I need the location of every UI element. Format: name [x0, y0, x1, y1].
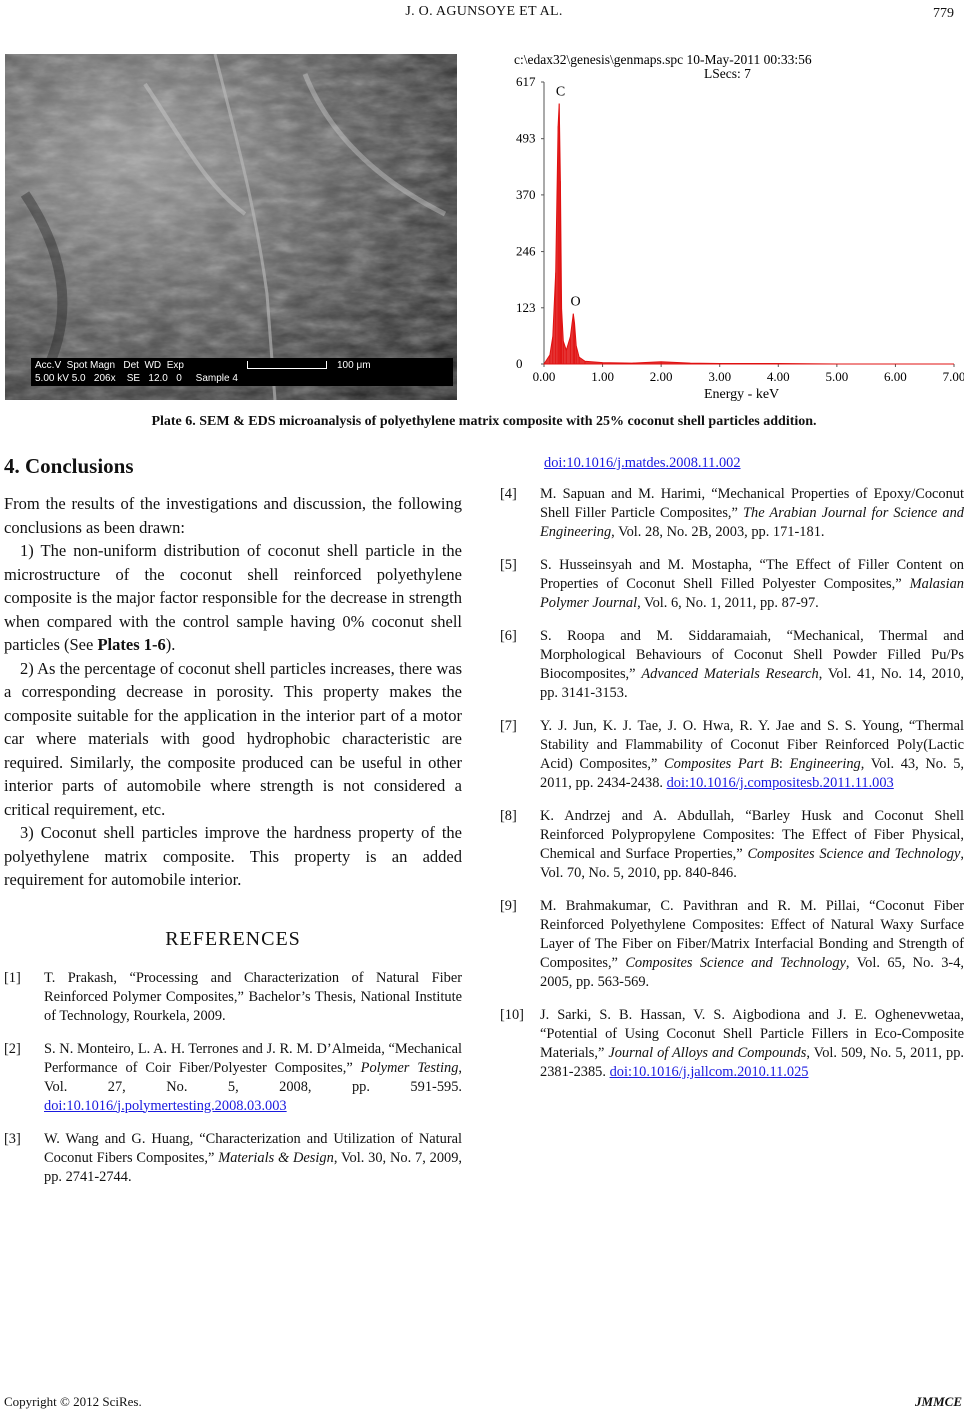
sem-scale-label: 100 μm [337, 360, 371, 371]
reference-details: , Vol. 27, No. 5, 2008, pp. 591-595. [44, 1059, 463, 1095]
conclusion-paragraph-2: 2) As the percentage of coconut shell particles increases, there was a corresponding decrease in porosity. This property makes the composite suitable for the application in the interior part of a motor car where materials with good hydrophobic characteristic are required. Similarly, the composite produced can be useful in other interior parts of automobile where strength is not considered a critical requirement, etc. [4, 658, 462, 819]
eds-lsecs: LSecs: 7 [704, 66, 751, 81]
reference-1 [4, 969, 462, 1026]
reference-number: [1] [4, 969, 21, 986]
reference-details: , Vol. 30, No. 7, 2009, pp. 2741-2744. [44, 1149, 463, 1185]
x-tick-label: 1.00 [591, 369, 614, 384]
reference-7 [500, 717, 964, 793]
reference-5 [500, 556, 964, 613]
reference-6 [500, 627, 964, 703]
reference-authors-title: S. Roopa and M. Siddaramaiah, “Mechanical, Thermal and Morphological Behaviours of Coconut Shell Powder Filled Pu/Ps Biocomposites,” [540, 628, 964, 682]
reference-authors-title: K. Andrzej and A. Abdullah, “Barley Husk and Coconut Shell Reinforced Polypropylene Composites: The Effect of Fiber Physical, Chemical and Surface Properties,” [540, 808, 964, 862]
reference-details: , Vol. 43, No. 5, 2011, pp. 2434-2438. [540, 756, 964, 791]
reference-details: , Vol. 41, No. 14, 2010, pp. 3141-3153. [540, 666, 964, 701]
reference-authors-title: M. Brahmakumar, C. Pavithran and R. M. Pillai, “Coconut Fiber Reinforced Polyethylene Composites: Effect of Natural Waxy Surface Layer of The Fiber on Fiber/Matrix Interfacial Bonding and Strength of Composites,” [540, 898, 964, 971]
reference-journal: Composites Science and Technology [747, 846, 961, 862]
reference-journal: Advanced Materials Research [641, 666, 819, 682]
conclusion-1-text: 1) The non-uniform distribution of coconut shell particle in the microstructure of the coconut shell reinforced polyethylene composite is the major factor responsible for the decrease in strength when compared with the control sample having 0% coconut shell particles (See [4, 541, 462, 654]
reference-8 [500, 807, 964, 883]
y-tick-label: 617 [516, 74, 536, 89]
peak-label: C [555, 84, 566, 100]
reference-number: [2] [4, 1040, 21, 1057]
reference-authors-title: J. Sarki, S. B. Hassan, V. S. Aigbodiona and J. E. Oghenevwetaa, “Potential of Using Coconut Shell Particle Fillers in Eco-Composite Materials,” [540, 1007, 964, 1061]
conclusion-paragraph-1 [4, 539, 462, 657]
reference-text: T. Prakash, “Processing and Characterization of Natural Fiber Reinforced Polymer Composites,” Bachelor’s Thesis, National Institute of Technology, Rourkela, 2009. [44, 969, 462, 1024]
x-tick-label: 3.00 [708, 369, 732, 384]
reference-details: , Vol. 70, No. 5, 2010, pp. 840-846. [540, 846, 965, 881]
reference-authors-title: S. Husseinsyah and M. Mostapha, “The Effect of Filler Content on Properties of Coconut Shell Filled Polyester Composites,” [540, 557, 964, 592]
reference-details: , Vol. 6, No. 1, 2011, pp. 87-97. [637, 595, 819, 611]
x-tick-label: 0.00 [532, 369, 556, 384]
reference-9 [500, 897, 964, 992]
x-tick-label: 7.00 [942, 369, 964, 384]
reference-doi-link[interactable]: doi:10.1016/j.matdes.2008.11.002 [544, 455, 741, 471]
reference-journal: Journal of Alloys and Compounds [608, 1045, 807, 1061]
conclusions-intro: From the results of the investigations and discussion, the following conclusions as been drawn: [4, 494, 462, 537]
y-tick-label: 246 [516, 243, 536, 259]
running-header-author: J. O. AGUNSOYE ET AL. [405, 4, 563, 19]
section-heading: 4. Conclusions [4, 454, 134, 478]
reference-10 [500, 1006, 964, 1082]
eds-axes [516, 74, 964, 384]
eds-xlabel: Energy - keV [704, 387, 780, 402]
spectrum-series [544, 104, 954, 365]
reference-doi-link[interactable]: doi:10.1016/j.polymertesting.2008.03.003 [44, 1097, 287, 1114]
footer-copyright: Copyright © 2012 SciRes. [4, 1394, 142, 1409]
right-column [500, 452, 964, 1096]
eds-filename: c:\edax32\genesis\genmaps.spc 10-May-2011 00:33:56 [514, 52, 812, 67]
reference-number: [5] [500, 557, 517, 573]
reference-3 [4, 1130, 462, 1187]
y-tick-label: 123 [516, 299, 536, 315]
reference-authors-title: W. Wang and G. Huang, “Characterization and Utilization of Natural Coconut Fibers Composites,” [44, 1130, 462, 1166]
peak-label: O [570, 294, 581, 310]
reference-journal: The Arabian Journal for Science and Engineering [540, 505, 964, 540]
eds-marks [544, 84, 954, 364]
reference-details: , Vol. 509, No. 5, 2011, pp. 2381-2385. [540, 1045, 964, 1080]
eds-spectrum-chart [514, 52, 964, 404]
reference-doi-link[interactable]: doi:10.1016/j.compositesb.2011.11.003 [666, 775, 894, 791]
page-number: 779 [933, 6, 954, 21]
reference-journal-section: Engineering [789, 756, 861, 772]
sem-scale-bar [247, 361, 327, 369]
y-tick-label: 0 [516, 356, 523, 371]
sem-databar-labels: Acc.V Spot Magn Det WD Exp [35, 360, 184, 371]
reference-journal: Materials & Design [218, 1149, 334, 1166]
reference-2 [4, 1040, 462, 1116]
plates-reference: Plates 1-6 [97, 635, 166, 654]
conclusion-1-end: ). [165, 635, 176, 654]
sem-texture [5, 54, 457, 400]
reference-separator: : [778, 756, 790, 772]
reference-4 [500, 485, 964, 542]
figure-caption: Plate 6. SEM & EDS microanalysis of polyethylene matrix composite with 25% coconut shell particles addition. [151, 414, 817, 429]
reference-journal: Composites Part B [664, 756, 779, 772]
reference-journal: Composites Science and Technology [625, 955, 846, 971]
y-tick-label: 370 [516, 186, 536, 202]
sem-databar [31, 358, 453, 386]
reference-number: [8] [500, 808, 517, 824]
conclusion-paragraph-3: 3) Coconut shell particles improve the hardness property of the polyethylene matrix composite. This property is an added requirement for automobile interior. [4, 823, 462, 889]
x-tick-label: 2.00 [649, 369, 673, 384]
reference-number: [7] [500, 718, 517, 734]
y-tick-label: 493 [516, 130, 536, 146]
reference-authors-title: Y. J. Jun, K. J. Tae, J. O. Hwa, R. Y. Jae and S. S. Young, “Thermal Stability and Flammability of Coconut Fiber Reinforced Poly(Lactic Acid) Composites,” [540, 718, 964, 772]
reference-journal: Polymer Testing [360, 1059, 459, 1076]
reference-authors-title: S. N. Monteiro, L. A. H. Terrones and J. R. M. D’Almeida, “Mechanical Performance of Coir Fiber/Polyester Composites,” [44, 1040, 462, 1076]
reference-number: [10] [500, 1007, 524, 1023]
reference-3-doi-continuation [500, 454, 964, 473]
references-heading: REFERENCES [165, 927, 301, 950]
reference-number: [3] [4, 1130, 21, 1147]
eds-svg [514, 52, 964, 404]
x-tick-label: 6.00 [884, 369, 907, 384]
x-tick-label: 5.00 [825, 369, 849, 384]
reference-authors-title: M. Sapuan and M. Harimi, “Mechanical Properties of Epoxy/Coconut Shell Filler Particle Composites,” [540, 486, 964, 521]
sem-databar-values: 5.00 kV 5.0 206x SE 12.0 0 Sample 4 [35, 373, 238, 384]
left-column [4, 452, 462, 1201]
footer-journal: JMMCE [915, 1394, 962, 1409]
reference-number: [6] [500, 628, 517, 644]
sem-micrograph [5, 54, 457, 400]
reference-number: [9] [500, 898, 517, 914]
reference-doi-link[interactable]: doi:10.1016/j.jallcom.2010.11.025 [609, 1064, 809, 1080]
x-tick-label: 4.00 [766, 369, 790, 384]
reference-details: , Vol. 28, No. 2B, 2003, pp. 171-181. [611, 524, 825, 540]
reference-details: , Vol. 65, No. 3-4, 2005, pp. 563-569. [540, 955, 965, 990]
reference-journal: Malasian Polymer Journal [540, 576, 964, 611]
reference-number: [4] [500, 486, 517, 502]
